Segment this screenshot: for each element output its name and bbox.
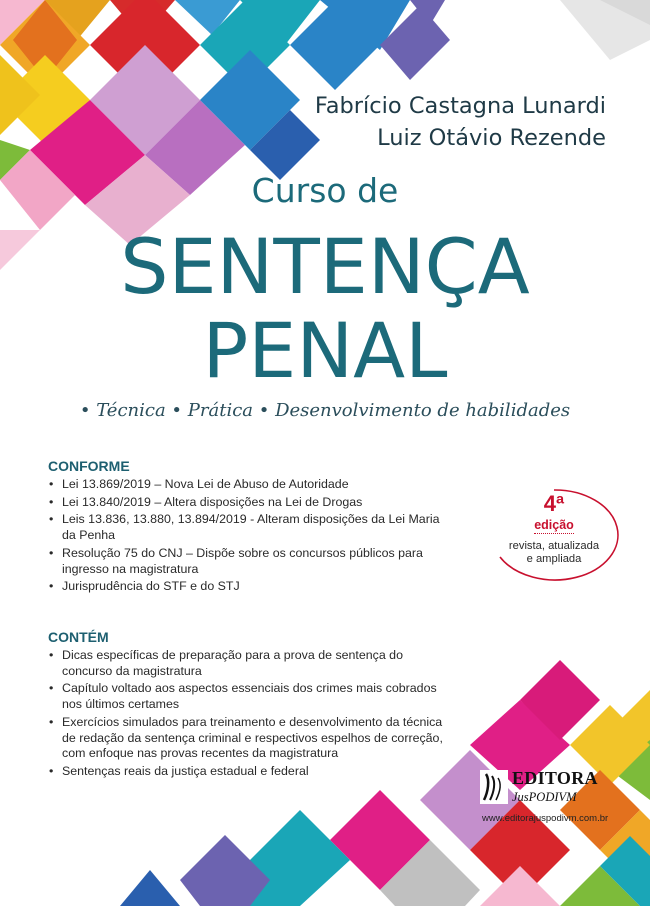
publisher-block	[478, 768, 622, 830]
title-prefix: Curso de	[251, 171, 399, 210]
edition-badge	[488, 487, 620, 582]
list-item: • Dicas específicas de preparação para a prova de sentença do concurso da magistratura	[48, 648, 448, 679]
list-item: • Lei 13.840/2019 – Altera disposições na Lei de Drogas	[48, 495, 448, 511]
conforme-heading: CONFORME	[48, 458, 130, 474]
title-line-1: SENTENÇA	[120, 222, 530, 311]
authors	[315, 90, 606, 154]
publisher-imprint: JusPODIVM	[512, 790, 577, 804]
list-item: • Leis 13.836, 13.880, 13.894/2019 - Alteram disposições da Lei Maria da Penha	[48, 512, 448, 543]
edition-note-line: revista, atualizada	[508, 540, 600, 552]
list-item: • Exercícios simulados para treinamento e desenvolvimento da técnica de redação da sentença criminal e respectivos espelhos de correção, com enfoque nas provas recentes da magistratura	[48, 715, 448, 762]
publisher-logo-icon	[480, 770, 508, 804]
edition-note	[488, 540, 620, 566]
edition-divider	[534, 533, 574, 534]
list-item: • Capítulo voltado aos aspectos essenciais dos crimes mais cobrados nos últimos certames	[48, 681, 448, 712]
title-line-2: PENAL	[202, 306, 448, 395]
contem-list	[48, 648, 448, 780]
edition-note-line: e ampliada	[526, 553, 582, 565]
subtitle: • Técnica • Prática • Desenvolvimento de habilidades	[79, 400, 571, 421]
author-name: Luiz Otávio Rezende	[377, 125, 606, 151]
edition-number: 4ª	[543, 491, 565, 516]
publisher-name: EDITORA	[512, 768, 598, 788]
publisher-url: www.editorajuspodivm.com.br	[482, 813, 609, 824]
edition-word: edição	[534, 518, 574, 532]
list-item: • Jurisprudência do STF e do STJ	[48, 579, 448, 595]
conforme-section	[48, 458, 448, 597]
author-name: Fabrício Castagna Lunardi	[314, 93, 606, 119]
list-item: • Sentenças reais da justiça estadual e federal	[48, 764, 448, 780]
conforme-list	[48, 477, 448, 595]
list-item: • Resolução 75 do CNJ – Dispõe sobre os concursos públicos para ingresso na magistratura	[48, 546, 448, 577]
list-item: • Lei 13.869/2019 – Nova Lei de Abuso de Autoridade	[48, 477, 448, 493]
contem-section	[48, 629, 448, 782]
contem-heading: CONTÉM	[48, 629, 109, 645]
